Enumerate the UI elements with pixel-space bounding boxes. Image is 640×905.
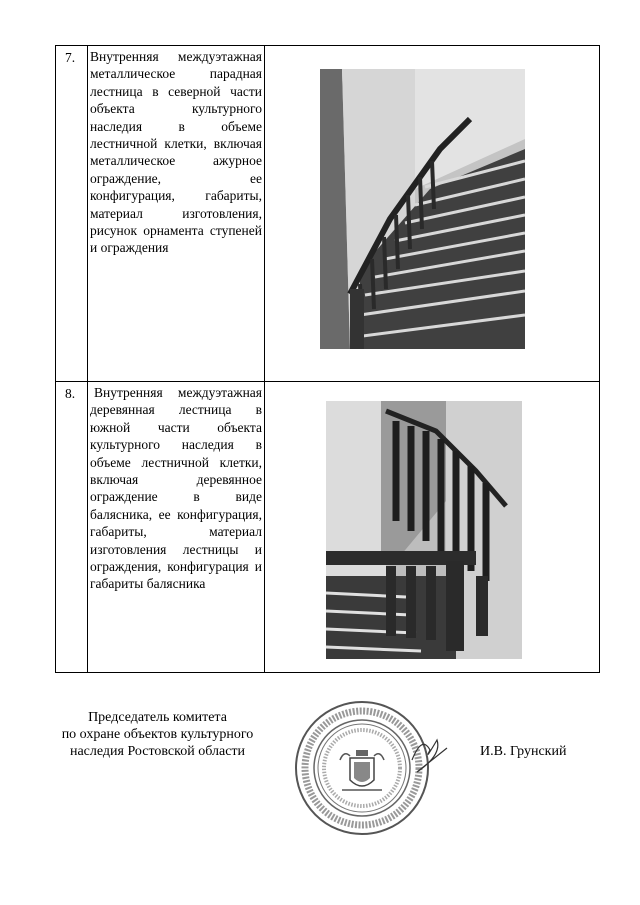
row-8-description: Внутренняя междуэтажная деревянная лестница в южной части объекта культурного наследия в объеме лестничной клетки, включая деревянное ограждение в виде балясника, ее конфигурация, габариты, материал изготовления лестницы и ограждения, конфигурация и габариты балясника <box>90 385 262 592</box>
column-divider-photo <box>264 46 265 672</box>
row-8-staircase-photo <box>326 401 522 659</box>
objects-table <box>55 45 600 673</box>
official-seal-stamp <box>292 700 452 838</box>
row-7-number: 7. <box>65 50 76 65</box>
position-line-1: Председатель комитета <box>88 710 227 725</box>
position-line-2: по охране объектов культурного <box>61 727 254 742</box>
row-8-number: 8. <box>65 386 76 401</box>
row-7-description: Внутренняя междуэтажная металлическое парадная лестница в северной части объекта культурного наследия в объеме лестничной клетки, включая металлическое ажурное ограждение, ее конфигурация, габариты, материал изготовления, рисунок орнамента ступеней и ограждения <box>90 49 262 256</box>
row-7-staircase-photo <box>320 69 525 349</box>
position-line-3: наследия Ростовской области <box>69 744 246 759</box>
row-divider <box>56 381 599 382</box>
coat-of-arms-icon <box>340 750 384 790</box>
signatory-name: И.В. Грунский <box>480 744 567 759</box>
column-divider-number <box>87 46 88 672</box>
